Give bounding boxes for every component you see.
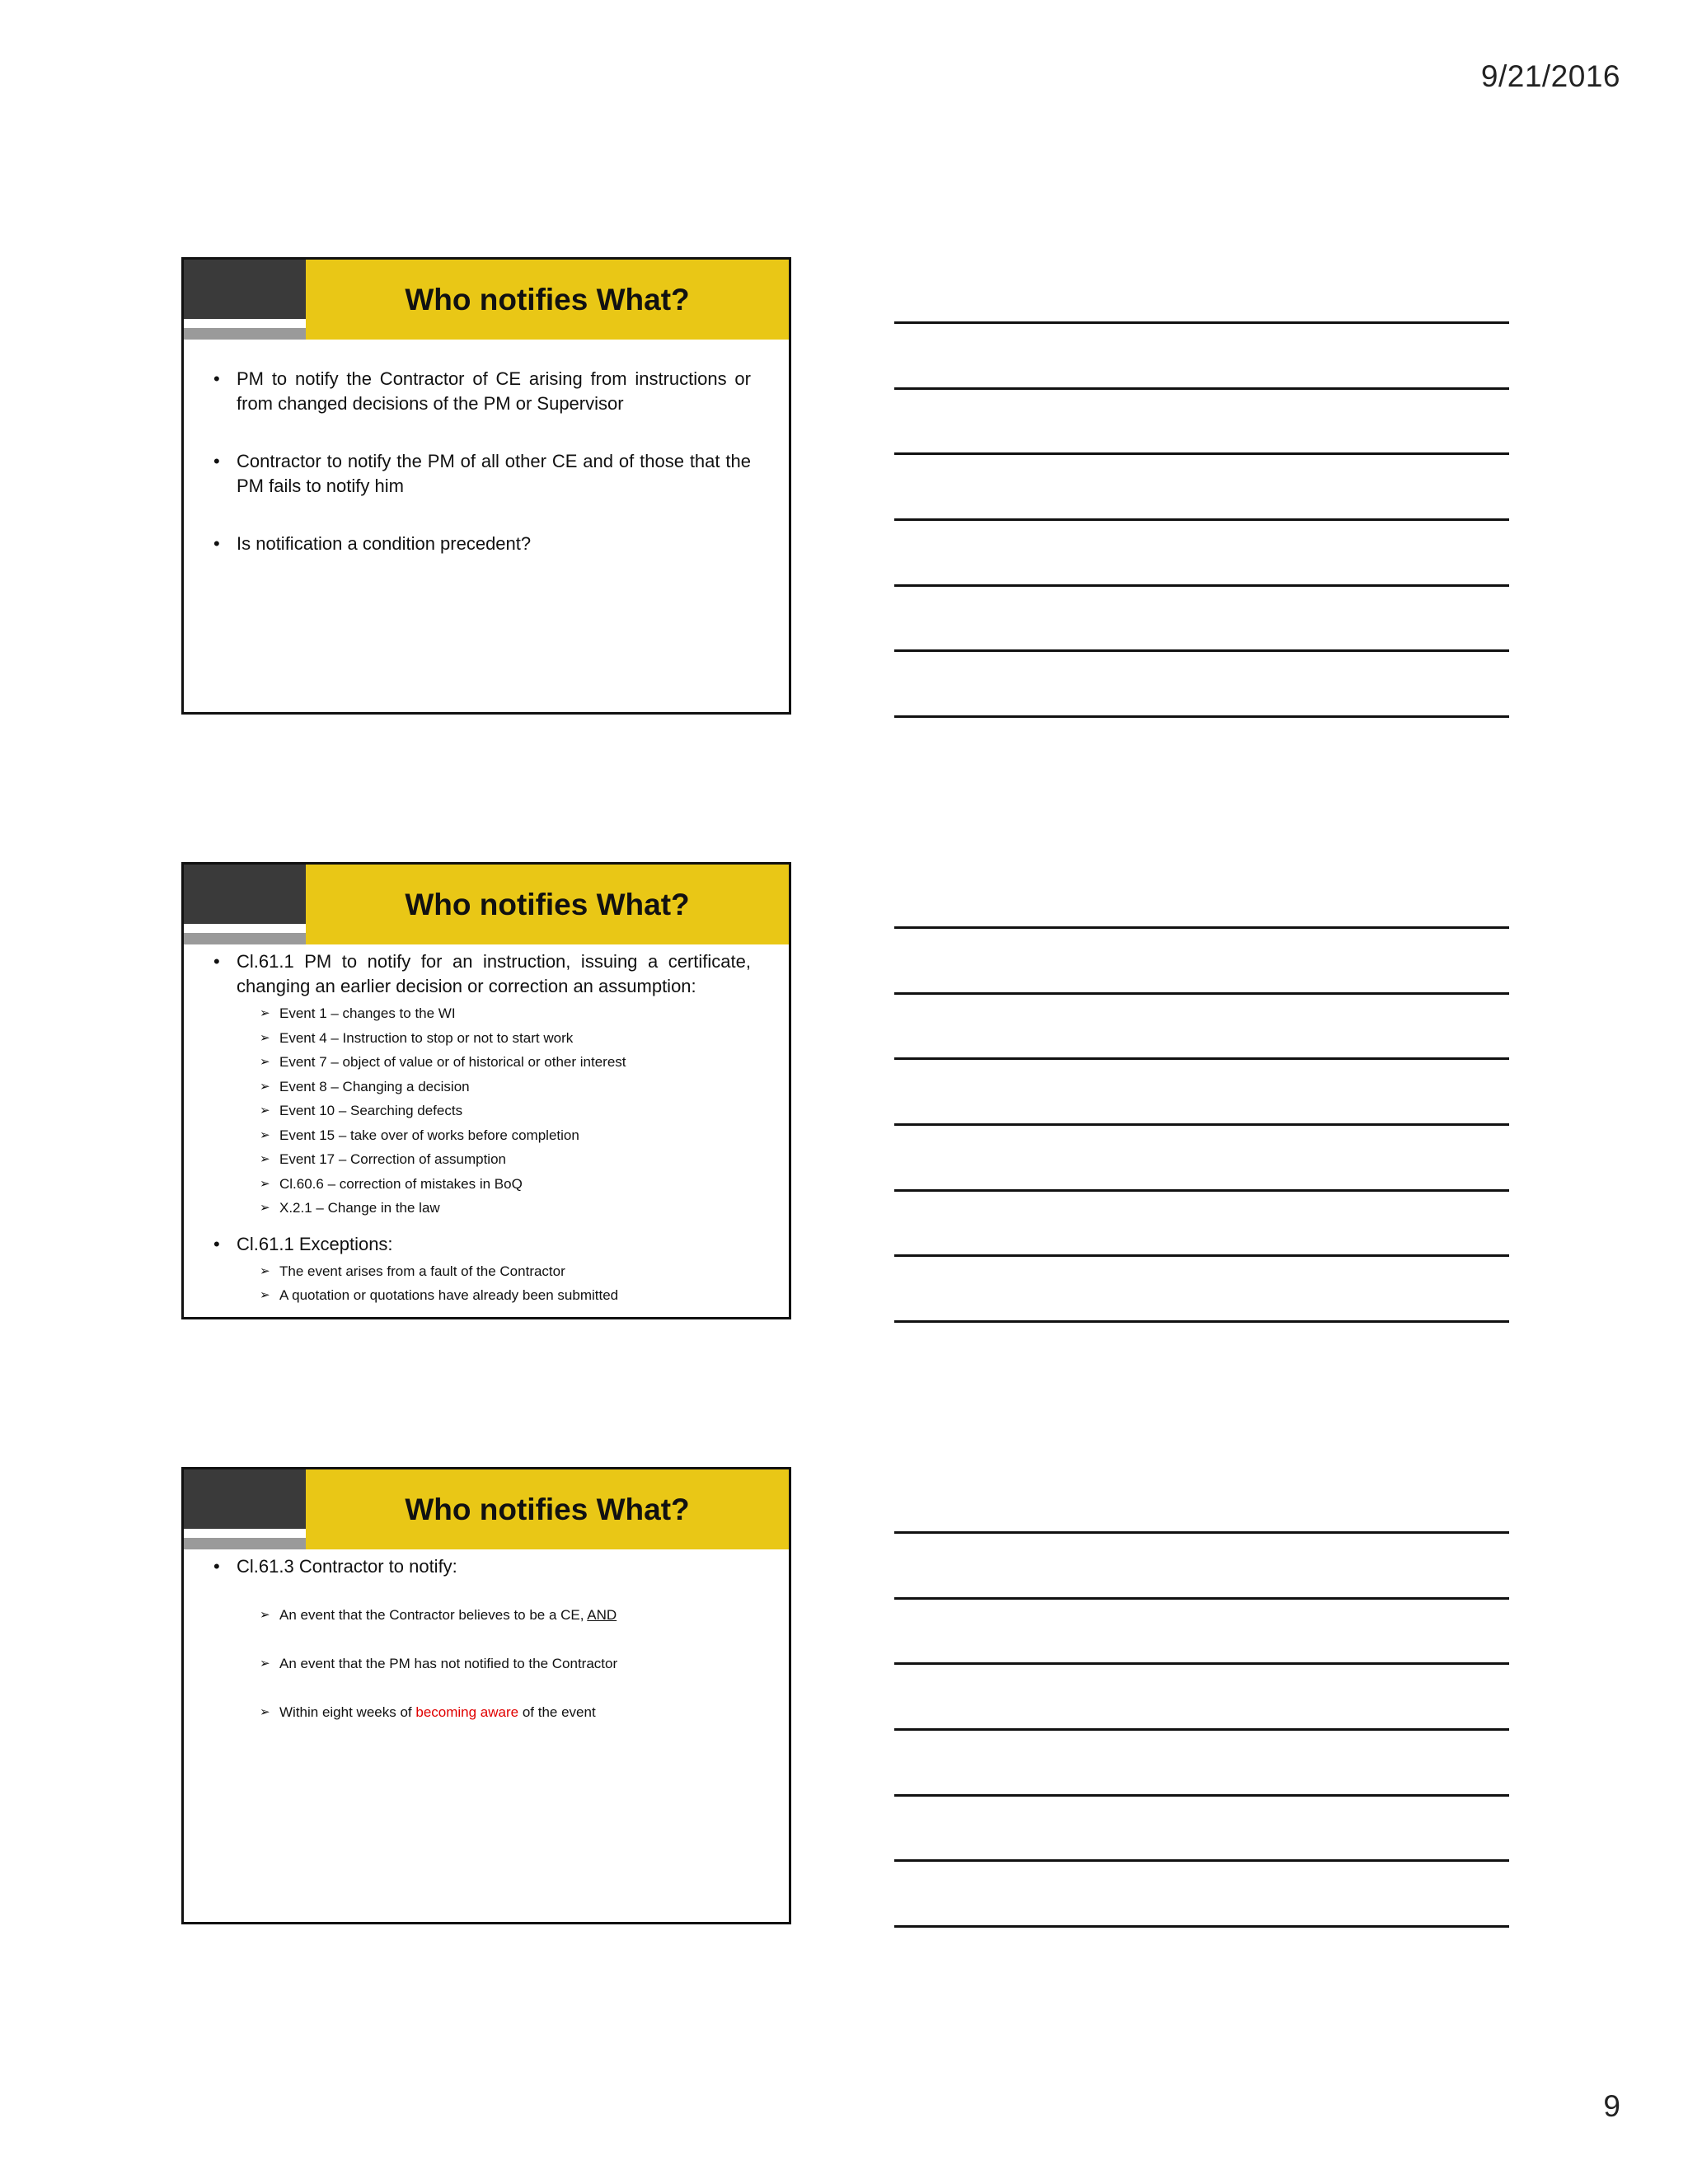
note-line (894, 649, 1509, 652)
slide-header (184, 260, 789, 340)
note-line (894, 452, 1509, 455)
header-gray-bar (184, 1538, 306, 1549)
sub-item: ➢ X.2.1 – Change in the law (260, 1196, 751, 1221)
note-line (894, 715, 1509, 718)
sub-item (260, 1652, 751, 1676)
slide-2 (181, 862, 791, 1319)
slide-3 (181, 1467, 791, 1924)
note-line (894, 321, 1509, 324)
slide-body (184, 340, 789, 712)
slide-1 (181, 257, 791, 715)
sub-item-text: An event that the PM has not notified to the Contractor (279, 1656, 618, 1671)
bullet-text: Cl.61.3 Contractor to notify: (237, 1556, 457, 1577)
bullet-item (213, 1554, 751, 1725)
sub-item-text: Within eight weeks of (279, 1704, 416, 1720)
header-gray-bar (184, 328, 306, 340)
sub-list (237, 1603, 751, 1725)
note-line (894, 584, 1509, 587)
header-dark-block (184, 1469, 306, 1529)
sub-list (237, 1259, 751, 1308)
sub-item-text: of the event (518, 1704, 596, 1720)
bullet-text: Cl.61.1 PM to notify for an instruction, issuing a certificate, changing an earlier decision or correction an assumption: (237, 951, 751, 996)
note-line (894, 1794, 1509, 1797)
note-line (894, 1859, 1509, 1862)
slide-title: Who notifies What? (405, 887, 690, 921)
note-line (894, 1597, 1509, 1600)
sub-item: ➢ Event 1 – changes to the WI (260, 1001, 751, 1026)
slide-title: Who notifies What? (405, 1492, 690, 1526)
note-line (894, 1254, 1509, 1257)
sub-item: ➢ A quotation or quotations have already been submitted (260, 1283, 751, 1308)
header-dark-block (184, 865, 306, 924)
bullet-item (213, 949, 751, 1221)
header-divider (184, 1529, 306, 1538)
note-line (894, 518, 1509, 521)
bullet-item (213, 1232, 751, 1308)
note-line (894, 1531, 1509, 1534)
note-line (894, 1123, 1509, 1126)
emphasis-and: AND (587, 1607, 617, 1623)
sub-item (260, 1700, 751, 1725)
sub-item: ➢ Event 15 – take over of works before completion (260, 1123, 751, 1148)
note-line (894, 1662, 1509, 1665)
slide-header (184, 1469, 789, 1549)
note-line (894, 387, 1509, 390)
slide-header (184, 865, 789, 944)
sub-item: ➢ Event 17 – Correction of assumption (260, 1147, 751, 1172)
note-line (894, 1925, 1509, 1928)
note-line (894, 992, 1509, 995)
page-number: 9 (1603, 2089, 1620, 2123)
note-line (894, 1189, 1509, 1192)
slide-body (184, 1549, 789, 1922)
header-divider (184, 924, 306, 933)
sub-item: ➢ The event arises from a fault of the Contractor (260, 1259, 751, 1284)
bullet-item: • Contractor to notify the PM of all other CE and of those that the PM fails to notify him (213, 449, 751, 499)
header-dark-block (184, 260, 306, 319)
note-line (894, 1057, 1509, 1060)
bullet-text: Cl.61.1 Exceptions: (237, 1233, 393, 1254)
bullet-item: • PM to notify the Contractor of CE arising from instructions or from changed decisions of the PM or Supervisor (213, 367, 751, 416)
bullet-item: • Is notification a condition precedent? (213, 532, 751, 556)
highlight-text: becoming aware (415, 1704, 519, 1720)
sub-item-text: An event that the Contractor believes to be a CE, (279, 1607, 588, 1623)
header-title-bar (306, 865, 789, 944)
header-gray-bar (184, 933, 306, 944)
sub-list (237, 1001, 751, 1221)
header-title-bar (306, 260, 789, 340)
header-title-bar (306, 1469, 789, 1549)
sub-item: ➢ Event 8 – Changing a decision (260, 1075, 751, 1099)
note-line (894, 1728, 1509, 1731)
page-date: 9/21/2016 (1480, 59, 1620, 93)
header-divider (184, 319, 306, 328)
sub-item (260, 1603, 751, 1628)
sub-item: ➢ Event 7 – object of value or of historical or other interest (260, 1050, 751, 1075)
sub-item: ➢ Cl.60.6 – correction of mistakes in BoQ (260, 1172, 751, 1197)
sub-item: ➢ Event 4 – Instruction to stop or not to start work (260, 1026, 751, 1051)
note-line (894, 1320, 1509, 1323)
slide-title: Who notifies What? (405, 282, 690, 316)
note-line (894, 926, 1509, 929)
slide-body (184, 944, 789, 1317)
sub-item: ➢ Event 10 – Searching defects (260, 1099, 751, 1123)
